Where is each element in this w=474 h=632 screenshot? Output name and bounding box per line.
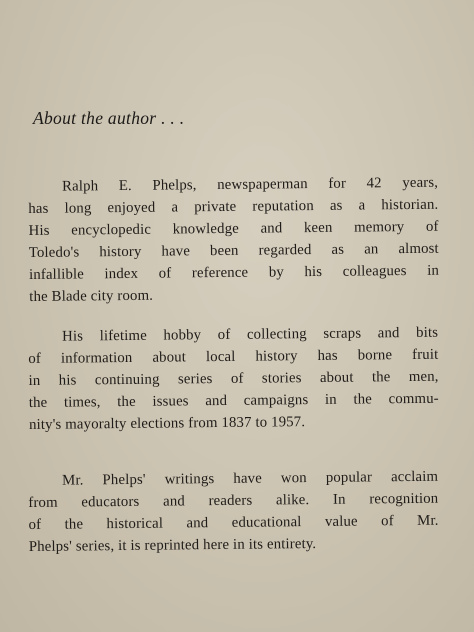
text-line: Phelps' series, it is reprinted here in its entirety. [28,535,317,555]
text-line: of the historical and educational value of Mr. [28,512,439,533]
text-line: His lifetime hobby of collecting scraps and bits [62,324,439,345]
text-line: Ralph E. Phelps, newspaperman for 42 years, [62,174,439,195]
text-line: the Blade city room. [29,287,154,305]
paragraph-3 [28,466,439,558]
text-line: Toledo's history have been regarded as an almost [28,240,439,261]
paragraph-1 [28,172,439,308]
text-line: from educators and readers alike. In recognition [28,490,439,511]
text-line: the times, the issues and campaigns in the commu- [28,390,439,411]
paragraph-2 [28,322,439,436]
text-line: nity's mayoralty elections from 1837 to 1957. [28,414,306,433]
text-line: infallible index of reference by his colleagues in [28,262,440,283]
section-heading: About the author . . . [33,108,185,128]
text-line: His encyclopedic knowledge and keen memory of [28,218,439,239]
text-line: has long enjoyed a private reputation as a historian. [28,196,439,217]
text-line: Mr. Phelps' writings have won popular acclaim [62,468,439,489]
text-line: of information about local history has borne fruit [28,346,439,367]
text-line: in his continuing series of stories about the men, [28,368,439,389]
